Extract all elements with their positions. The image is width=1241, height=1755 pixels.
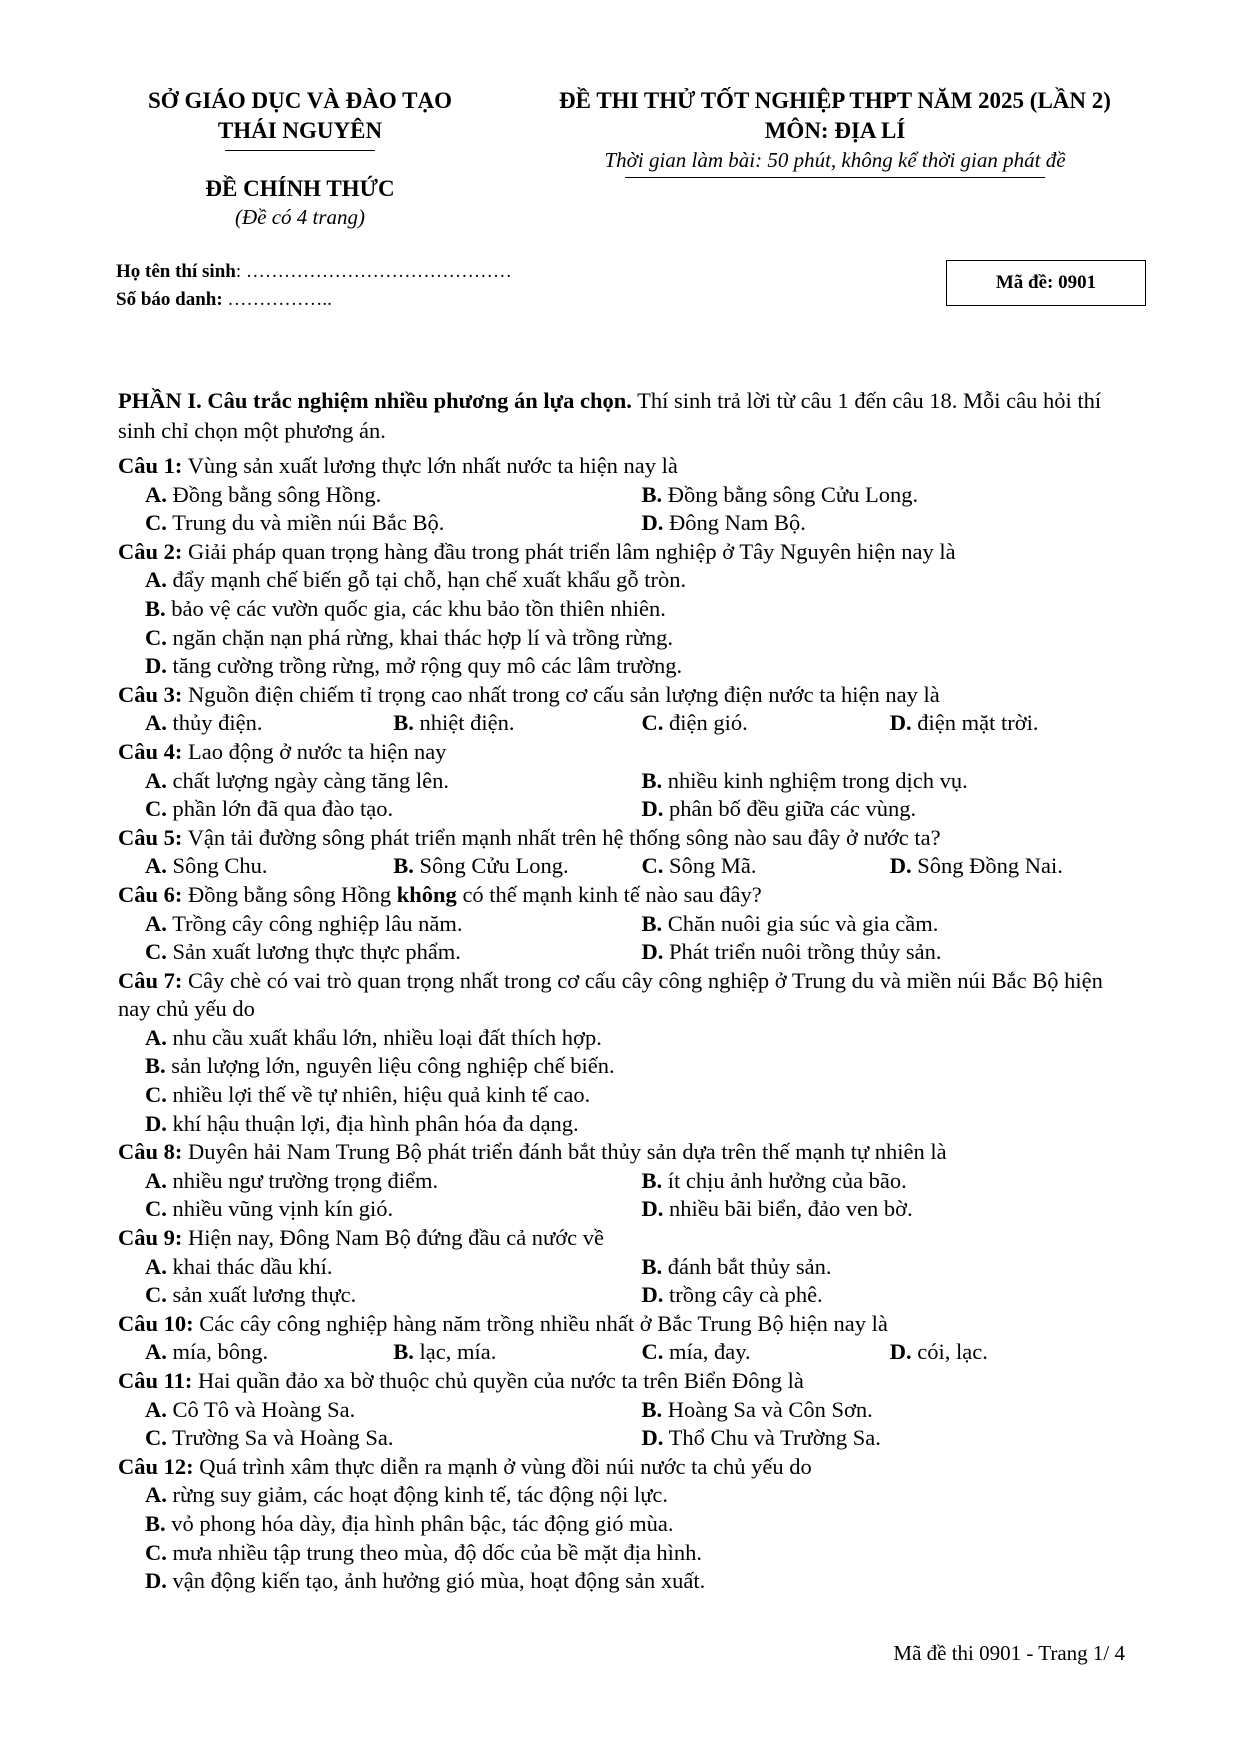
option-c xyxy=(145,938,642,967)
question-label: Câu 12: xyxy=(118,1453,194,1479)
question-text: Nguồn điện chiếm tỉ trọng cao nhất trong cơ cấu sản lượng điện nước ta hiện nay là xyxy=(182,681,940,707)
option-a xyxy=(145,767,642,796)
options-row xyxy=(118,852,1138,881)
question-label: Câu 11: xyxy=(118,1368,193,1393)
option-text: Sông Đồng Nai. xyxy=(917,853,1063,879)
option-b xyxy=(145,1510,1135,1539)
options-row xyxy=(118,1110,1138,1139)
option-b xyxy=(393,709,641,738)
header-left xyxy=(110,86,490,231)
option-text: mưa nhiều tập trung theo mùa, độ dốc của bề mặt địa hình. xyxy=(172,1539,703,1565)
option-letter: C. xyxy=(145,510,167,536)
option-letter: D. xyxy=(641,1196,664,1222)
option-letter: B. xyxy=(145,595,166,621)
question-text: Các cây công nghiệp hàng năm trồng nhiều nhất ở Bắc Trung Bộ hiện nay là xyxy=(193,1310,888,1336)
question-keyword: không xyxy=(396,881,457,907)
options-row xyxy=(118,938,1138,967)
option-letter: B. xyxy=(641,910,663,936)
options-row xyxy=(118,1567,1138,1596)
option-d xyxy=(642,938,1139,967)
question-label: Câu 4: xyxy=(118,738,183,764)
option-a xyxy=(145,1253,642,1282)
option-d xyxy=(642,1281,1139,1310)
question-label: Câu 8: xyxy=(118,1139,183,1165)
options-row xyxy=(118,1253,1138,1282)
option-d xyxy=(145,1567,1135,1596)
option-text: sản xuất lương thực. xyxy=(172,1282,357,1308)
option-letter: A. xyxy=(145,767,167,793)
option-a xyxy=(145,1481,1135,1510)
option-text: nhu cầu xuất khẩu lớn, nhiều loại đất thích hợp. xyxy=(172,1024,602,1050)
option-text: Đông Nam Bộ. xyxy=(669,510,806,536)
option-text: sản lượng lớn, nguyên liệu công nghiệp chế biến. xyxy=(171,1053,615,1079)
option-text: tăng cường trồng rừng, mở rộng quy mô các lâm trường. xyxy=(172,653,683,679)
option-d xyxy=(890,852,1138,881)
candidate-id-label: Số báo danh: xyxy=(116,289,223,310)
options-row xyxy=(118,1052,1138,1081)
question-label: Câu 3: xyxy=(118,681,183,707)
option-letter: B. xyxy=(641,1396,663,1422)
option-letter: D. xyxy=(641,1282,664,1308)
header-left-underline xyxy=(225,150,375,151)
option-a xyxy=(145,1167,642,1196)
question-8 xyxy=(118,1138,1138,1167)
option-a xyxy=(145,910,642,939)
option-text: mía, đay. xyxy=(669,1339,751,1365)
options-row xyxy=(118,1481,1138,1510)
official-label: ĐỀ CHÍNH THỨC xyxy=(205,176,395,201)
option-d xyxy=(642,795,1139,824)
option-text: Đồng bằng sông Hồng. xyxy=(172,481,382,507)
option-b xyxy=(642,1396,1139,1425)
options-row xyxy=(118,1539,1138,1568)
question-text: Lao động ở nước ta hiện nay xyxy=(182,738,447,764)
option-text: nhiều bãi biển, đảo ven bờ. xyxy=(669,1196,913,1222)
option-letter: A. xyxy=(145,567,167,593)
option-letter: C. xyxy=(641,710,664,736)
option-text: nhiều vũng vịnh kín gió. xyxy=(172,1196,394,1222)
options-row xyxy=(118,595,1138,624)
option-d xyxy=(145,652,1135,681)
option-letter: D. xyxy=(145,653,167,679)
option-letter: C. xyxy=(145,1196,167,1222)
option-text: nhiều ngư trường trọng điểm. xyxy=(172,1167,439,1193)
question-text: Duyên hải Nam Trung Bộ phát triển đánh bắt thủy sản dựa trên thế mạnh tự nhiên là xyxy=(182,1139,947,1165)
question-label: Câu 6: xyxy=(118,881,183,907)
candidate-name-dots: : …………………………………… xyxy=(235,261,512,282)
options-row xyxy=(118,1024,1138,1053)
department-name: SỞ GIÁO DỤC VÀ ĐÀO TẠO xyxy=(148,88,452,113)
options-row xyxy=(118,767,1138,796)
option-letter: B. xyxy=(641,1167,663,1193)
option-b xyxy=(145,595,1135,624)
option-letter: D. xyxy=(889,853,912,879)
question-10 xyxy=(118,1310,1138,1339)
option-text: lạc, mía. xyxy=(419,1339,497,1365)
option-letter: A. xyxy=(145,1167,167,1193)
option-text: phần lớn đã qua đào tạo. xyxy=(172,796,394,822)
part-instruction: Thí sinh trả lời từ câu 1 đến câu 18. Mỗi câu hỏi thí sinh chỉ chọn một phương án. xyxy=(118,388,1102,443)
question-label: Câu 1: xyxy=(118,453,183,478)
options-row xyxy=(118,652,1138,681)
option-a xyxy=(145,709,393,738)
option-text: Sông Mã. xyxy=(669,853,757,879)
option-text: Sông Chu. xyxy=(172,853,268,879)
option-text: Sản xuất lương thực thực phẩm. xyxy=(172,939,461,965)
exam-code: Mã đề: 0901 xyxy=(995,272,1097,293)
option-letter: C. xyxy=(145,939,167,965)
option-text: Hoàng Sa và Côn Sơn. xyxy=(667,1396,873,1422)
question-text: Hiện nay, Đông Nam Bộ đứng đầu cả nước về xyxy=(182,1225,604,1251)
option-b xyxy=(393,1338,641,1367)
question-text: Hai quần đảo xa bờ thuộc chủ quyền của nước ta trên Biển Đông là xyxy=(192,1368,804,1393)
question-5 xyxy=(118,824,1138,853)
option-text: cói, lạc. xyxy=(917,1339,988,1365)
option-text: Sông Cửu Long. xyxy=(419,853,569,879)
option-text: vận động kiến tạo, ảnh hưởng gió mùa, hoạt động sản xuất. xyxy=(172,1568,706,1594)
option-letter: C. xyxy=(641,853,664,879)
option-letter: B. xyxy=(393,710,414,736)
option-letter: D. xyxy=(641,1425,664,1451)
option-letter: D. xyxy=(145,1568,167,1594)
subject-title: MÔN: ĐỊA LÍ xyxy=(764,118,906,143)
question-label: Câu 7: xyxy=(118,967,183,993)
option-c xyxy=(145,1539,1135,1568)
option-text: thủy điện. xyxy=(172,710,263,736)
option-text: Phát triển nuôi trồng thủy sản. xyxy=(669,939,942,965)
option-letter: A. xyxy=(145,481,167,507)
option-text: Thổ Chu và Trường Sa. xyxy=(668,1425,881,1451)
option-text: nhiều kinh nghiệm trong dịch vụ. xyxy=(667,767,968,793)
question-4 xyxy=(118,738,1138,767)
option-letter: D. xyxy=(641,796,664,822)
option-letter: D. xyxy=(145,1110,167,1136)
option-b xyxy=(642,1167,1139,1196)
question-label: Câu 9: xyxy=(118,1225,183,1251)
question-text: Đồng bằng sông Hồng xyxy=(182,881,397,907)
candidate-name-label: Họ tên thí sinh xyxy=(116,261,236,282)
question-text: Giải pháp quan trọng hàng đầu trong phát triển lâm nghiệp ở Tây Nguyên hiện nay là xyxy=(182,538,956,564)
option-text: nhiệt điện. xyxy=(419,710,515,736)
option-text: trồng cây cà phê. xyxy=(669,1282,823,1308)
question-9 xyxy=(118,1224,1138,1253)
option-letter: A. xyxy=(145,1024,167,1050)
option-letter: A. xyxy=(145,1339,167,1365)
question-7 xyxy=(118,967,1138,1024)
province-name: THÁI NGUYÊN xyxy=(217,118,383,143)
question-2 xyxy=(118,538,1138,567)
option-text: khí hậu thuận lợi, địa hình phân hóa đa dạng. xyxy=(172,1110,579,1136)
option-a xyxy=(145,566,1135,595)
option-c xyxy=(145,1195,642,1224)
option-b xyxy=(642,910,1139,939)
candidate-id-line xyxy=(116,286,512,314)
option-a xyxy=(145,1338,393,1367)
option-a xyxy=(145,852,393,881)
option-letter: B. xyxy=(145,1510,166,1536)
part-heading xyxy=(118,386,1138,446)
option-letter: C. xyxy=(145,1425,167,1451)
options-row xyxy=(118,709,1138,738)
question-text: có thế mạnh kinh tế nào sau đây? xyxy=(456,881,762,907)
option-text: ngăn chặn nạn phá rừng, khai thác hợp lí và trồng rừng. xyxy=(172,624,674,650)
question-text: Vận tải đường sông phát triển mạnh nhất trên hệ thống sông nào sau đây ở nước ta? xyxy=(182,824,941,850)
option-text: Cô Tô và Hoàng Sa. xyxy=(172,1396,356,1422)
page-count-note: (Đề có 4 trang) xyxy=(234,205,366,229)
candidate-id-dots: …………….. xyxy=(222,289,332,310)
option-letter: D. xyxy=(641,510,664,536)
option-text: ít chịu ảnh hưởng của bão. xyxy=(667,1167,907,1193)
option-text: rừng suy giảm, các hoạt động kinh tế, tác động nội lực. xyxy=(172,1482,669,1508)
question-3 xyxy=(118,681,1138,710)
option-d xyxy=(890,709,1138,738)
option-text: đẩy mạnh chế biến gỗ tại chỗ, hạn chế xuất khẩu gỗ tròn. xyxy=(172,567,687,593)
option-b xyxy=(642,1253,1139,1282)
option-letter: A. xyxy=(145,1396,167,1422)
option-c xyxy=(145,624,1135,653)
option-text: Trường Sa và Hoàng Sa. xyxy=(172,1425,394,1451)
option-text: Trồng cây công nghiệp lâu năm. xyxy=(172,910,463,936)
option-text: phân bố đều giữa các vùng. xyxy=(669,796,917,822)
options-row xyxy=(118,1424,1138,1453)
option-text: khai thác dầu khí. xyxy=(172,1253,333,1279)
option-a xyxy=(145,1024,1135,1053)
options-row xyxy=(118,795,1138,824)
question-text: Quá trình xâm thực diễn ra mạnh ở vùng đồi núi nước ta chủ yếu do xyxy=(193,1453,812,1479)
option-c xyxy=(145,509,642,538)
option-d xyxy=(642,1424,1139,1453)
question-text: Vùng sản xuất lương thực lớn nhất nước ta hiện nay là xyxy=(182,453,678,478)
options-row xyxy=(118,1338,1138,1367)
options-row xyxy=(118,1510,1138,1539)
options-row xyxy=(118,910,1138,939)
option-c xyxy=(145,1281,642,1310)
option-c xyxy=(642,852,890,881)
options-row xyxy=(118,624,1138,653)
question-label: Câu 5: xyxy=(118,824,183,850)
option-text: điện mặt trời. xyxy=(917,710,1039,736)
candidate-info xyxy=(116,258,512,314)
exam-code-box xyxy=(946,260,1146,306)
question-6 xyxy=(118,881,1138,910)
option-c xyxy=(145,1424,642,1453)
option-d xyxy=(642,509,1139,538)
option-text: bảo vệ các vườn quốc gia, các khu bảo tồn thiên nhiên. xyxy=(171,595,666,621)
option-b xyxy=(393,852,641,881)
option-letter: D. xyxy=(889,710,912,736)
option-letter: A. xyxy=(145,1253,167,1279)
exam-content xyxy=(118,386,1138,1596)
candidate-name-line xyxy=(116,258,512,286)
question-label: Câu 2: xyxy=(118,538,183,564)
option-letter: B. xyxy=(393,1339,414,1365)
option-letter: C. xyxy=(145,624,167,650)
option-letter: C. xyxy=(145,1082,167,1108)
option-c xyxy=(145,1081,1135,1110)
option-letter: C. xyxy=(145,1282,167,1308)
option-text: đánh bắt thủy sản. xyxy=(667,1253,832,1279)
option-text: Chăn nuôi gia súc và gia cầm. xyxy=(667,910,939,936)
option-d xyxy=(642,1195,1139,1224)
options-row xyxy=(118,1195,1138,1224)
time-note: Thời gian làm bài: 50 phút, không kể thời gian phát đề xyxy=(604,148,1066,172)
options-row xyxy=(118,481,1138,510)
page-footer: Mã đề thi 0901 - Trang 1/ 4 xyxy=(893,1641,1125,1665)
option-c xyxy=(642,1338,890,1367)
option-letter: A. xyxy=(145,853,167,879)
options-row xyxy=(118,1396,1138,1425)
option-letter: A. xyxy=(145,910,167,936)
option-text: vỏ phong hóa dày, địa hình phân bậc, tác động gió mùa. xyxy=(171,1510,674,1536)
option-letter: C. xyxy=(145,796,167,822)
option-text: nhiều lợi thế về tự nhiên, hiệu quả kinh tế cao. xyxy=(172,1082,591,1108)
option-letter: B. xyxy=(145,1053,166,1079)
option-b xyxy=(642,481,1139,510)
header-right xyxy=(520,86,1150,178)
option-a xyxy=(145,1396,642,1425)
options-row xyxy=(118,1281,1138,1310)
option-letter: B. xyxy=(641,1253,663,1279)
option-c xyxy=(145,795,642,824)
exam-title: ĐỀ THI THỬ TỐT NGHIỆP THPT NĂM 2025 (LẦN 2) xyxy=(559,88,1111,113)
option-letter: D. xyxy=(641,939,664,965)
option-letter: B. xyxy=(393,853,414,879)
option-b xyxy=(145,1052,1135,1081)
question-text: Cây chè có vai trò quan trọng nhất trong cơ cấu cây công nghiệp ở Trung du và miền núi Bắc Bộ hiện nay chủ yếu do xyxy=(118,967,1103,1022)
option-letter: C. xyxy=(145,1539,167,1565)
option-b xyxy=(642,767,1139,796)
options-row xyxy=(118,509,1138,538)
option-text: chất lượng ngày càng tăng lên. xyxy=(172,767,450,793)
option-letter: A. xyxy=(145,1482,167,1508)
option-a xyxy=(145,481,642,510)
option-d xyxy=(890,1338,1138,1367)
question-11 xyxy=(118,1367,1138,1396)
option-text: Trung du và miền núi Bắc Bộ. xyxy=(172,510,445,536)
option-text: điện gió. xyxy=(669,710,748,736)
option-letter: B. xyxy=(641,481,663,507)
question-label: Câu 10: xyxy=(118,1310,194,1336)
options-row xyxy=(118,1081,1138,1110)
part-title: PHẦN I. Câu trắc nghiệm nhiều phương án lựa chọn. xyxy=(118,388,632,413)
question-1 xyxy=(118,452,1138,481)
option-letter: D. xyxy=(889,1339,912,1365)
option-c xyxy=(642,709,890,738)
option-letter: C. xyxy=(641,1339,664,1365)
options-row xyxy=(118,1167,1138,1196)
option-text: Đồng bằng sông Cửu Long. xyxy=(667,481,919,507)
header-right-underline xyxy=(625,177,1045,178)
question-12 xyxy=(118,1453,1138,1482)
option-letter: A. xyxy=(145,710,167,736)
options-row xyxy=(118,566,1138,595)
option-d xyxy=(145,1110,1135,1139)
option-letter: B. xyxy=(641,767,663,793)
option-text: mía, bông. xyxy=(172,1339,269,1365)
